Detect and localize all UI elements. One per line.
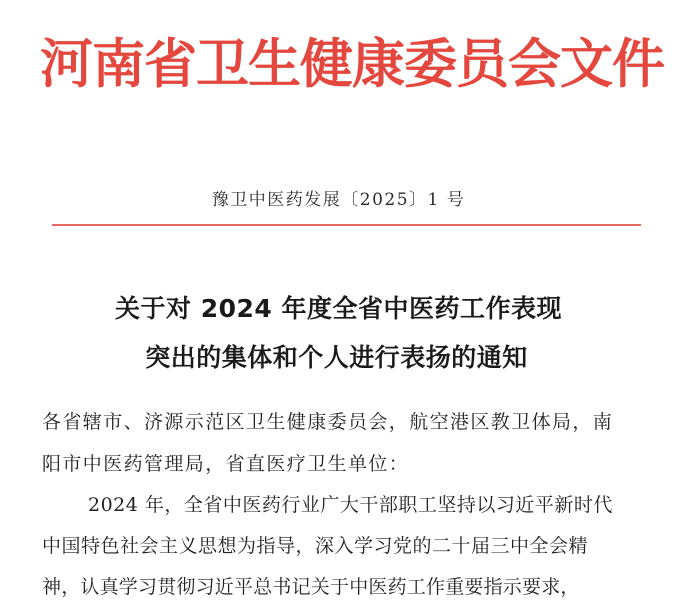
- red-divider-line: [52, 224, 641, 226]
- document-title-line-1: 关于对 2024 年度全省中医药工作表现: [115, 294, 562, 323]
- body-line: 神，认真学习贯彻习近平总书记关于中医药工作重要指示要求，: [42, 576, 580, 598]
- body-line: 中国特色社会主义思想为指导，深入学习党的二十届三中全会精: [42, 535, 589, 557]
- body-line: 阳市中医药管理局，省直医疗卫生单位：: [42, 453, 410, 475]
- document-number: 豫卫中医药发展〔2025〕1 号: [211, 190, 466, 210]
- document-title-line-2: 突出的集体和个人进行表扬的通知: [145, 343, 528, 372]
- body-line: 各省辖市、济源示范区卫生健康委员会，航空港区教卫体局，南: [42, 411, 614, 433]
- body-line: 2024 年，全省中医药行业广大干部职工坚持以习近平新时代: [88, 494, 613, 516]
- document-issuer-header: 河南省卫生健康委员会文件: [40, 33, 664, 95]
